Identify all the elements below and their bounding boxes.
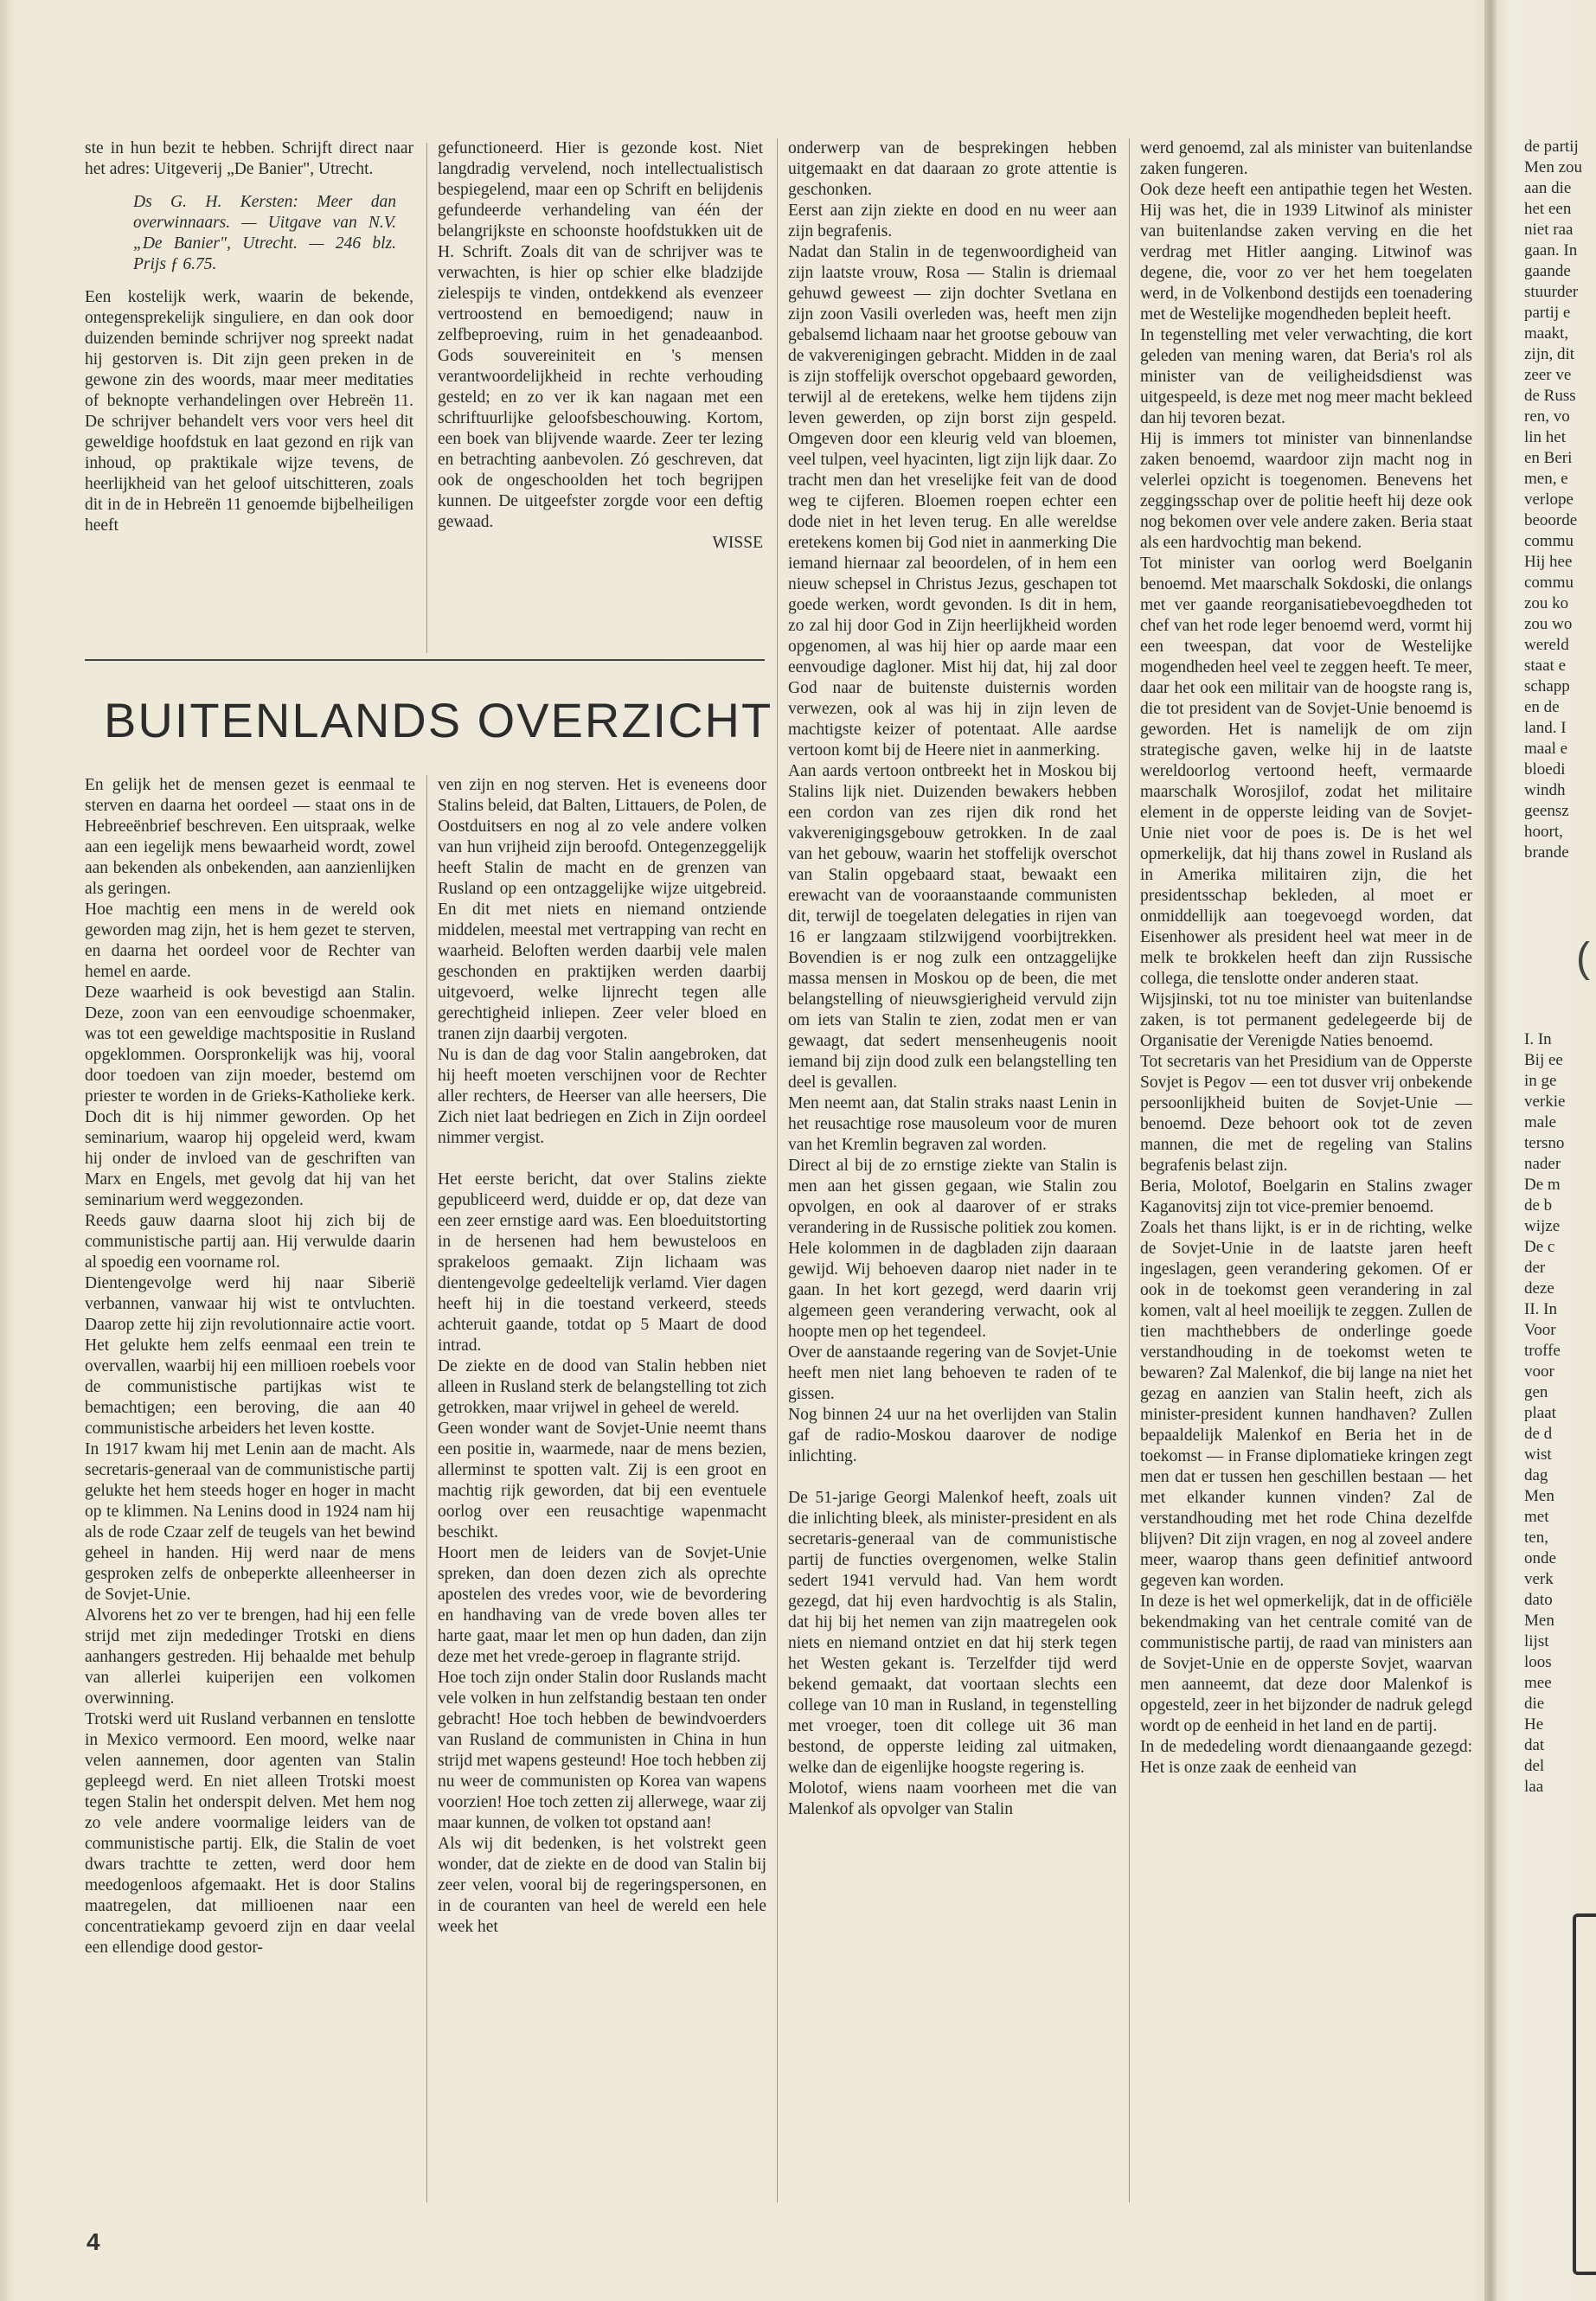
next-page-line: deze: [1524, 1279, 1554, 1298]
article-paragraph: Nadat dan Stalin in de tegenwoordigheid van zijn laatste vrouw, Rosa — Stalin is driemaal gehuwd geweest — zijn dochter Svetlana en zijn zoon Vasili overleden was, heeft men zijn gebalsemd lichaam naar het grootse gebouw van de vakverenigingen gebracht. Midden in de zaal is zijn stoffelijk overschot opgebaard geworden, terwijl al de eretekens, welke hem tijdens zijn leven gewerden, op zijn borst zijn gespeld. Omgeven door een kleurig veld van bloemen, veel tulpen, veel hyacinten, ligt zijn lijk daar. Zo tracht men dan het vreselijke feit van de dood weg te cijferen. Bloemen roepen echter een dode niet in het leven terug. En alle wereldse eretekens komen bij God niet in aanmerking Die iemand hiernaar zal beoordelen, of in hem een nieuw schepsel in Christus Jezus, geschapen tot goede werken, wordt gevonden. Is dit in hem, zo zal hij door God in Zijn heerlijkheid worden opgenomen, al was hij hier op aarde maar een eenvoudige dagloner. Mist hij dat, hij zal door God naar de buitenste duisternis worden verwezen, ook al was hij in zijn leven de machtigste keizer of potentaat. Alle aardse vertoon komt bij de Heere niet in aanmerking.: [788, 243, 1117, 760]
article-paragraph: Alvorens het zo ver te brengen, had hij een felle strijd met zijn mededinger Trotski en diens aanhangers gestreden. Hij behaalde met behulp van allerlei kuiperijen een volkomen overwinning.: [85, 1606, 415, 1708]
next-page-line: verk: [1524, 1570, 1554, 1588]
next-page-line: lijst: [1524, 1632, 1549, 1650]
article-paragraph: Deze waarheid is ook bevestigd aan Stalin. Deze, zoon van een eenvoudige schoenmaker, was tot een geweldige machtspositie in Rusland opgeklommen. Oorspronkelijk was hij, vooral door toedoen van zijn moeder, bestemd om priester te worden in de Grieks-Katholieke kerk. Doch dit is hij nimmer geworden. Op het seminarium, waarop hij opgeleid werd, kwam hij onder de invloed van de geschriften van Marx en Engels, met gevolg dat hij van het seminarium werd weggezonden.: [85, 984, 415, 1209]
article-paragraph: Molotof, wiens naam voorheen met die van Malenkof als opvolger van Stalin: [788, 1779, 1117, 1818]
paragraph-spacer: [438, 1149, 766, 1170]
next-page-line: zijn, dit: [1524, 345, 1575, 363]
article-paragraph: In 1917 kwam hij met Lenin aan de macht. Als secretaris-generaal van de communistische partij gelukte het hem steeds hoger en hoger in macht op te klimmen. Na Lenins dood in 1924 nam hij als de rode Czaar zelf de teugels van het bewind geheel in handen. Hij werd naar de mens gesproken zelfs de onbeperkte alleenheerser in de Sovjet-Unie.: [85, 1440, 415, 1604]
article-paragraph: Het eerste bericht, dat over Stalins ziekte gepubliceerd werd, duidde er op, dat deze van een zeer ernstige aard was. Een bloeduitstorting in de hersenen had hem bewusteloos en sprakeloos gemaakt. Zijn lichaam was dientengevolge gedeeltelijk verlamd. Vier dagen heeft hij in die toestand verkeerd, steeds achteruit gaande, totdat op 5 Maart de dood intrad.: [438, 1170, 766, 1355]
next-page-line: bloedi: [1524, 760, 1566, 779]
next-page-line: maal e: [1524, 740, 1568, 758]
article-paragraph: Nu is dan de dag voor Stalin aangebroken, dat hij heeft moeten verschijnen voor de Rechter aller rechters, de Heerser van alle heersers, Die Zich niet laat bedriegen en Zich in Zijn oordeel nimmer vergist.: [438, 1046, 766, 1147]
next-page-line: de b: [1524, 1196, 1553, 1215]
next-page-line: Hij hee: [1524, 553, 1573, 571]
next-page-line: onde: [1524, 1549, 1556, 1567]
article-paragraph: Hij is immers tot minister van binnenlandse zaken benoemd, waardoor zijn macht nog in velerlei opzicht is toegenomen. Benevens het zeggingsschap over de politie heeft hij deze ook nog bekomen over vele andere zaken. Beria staat als een hardvochtig man bekend.: [1140, 430, 1472, 552]
next-page-line: Bij ee: [1524, 1051, 1563, 1069]
next-page-line: wist: [1524, 1445, 1552, 1464]
article-column-2: [438, 775, 766, 2206]
next-page-line: commu: [1524, 532, 1574, 550]
next-page-line: in ge: [1524, 1072, 1557, 1090]
next-page-line: I. In: [1524, 1030, 1552, 1048]
next-page-line: II. In: [1524, 1300, 1557, 1318]
article-paragraph: In de mededeling wordt dienaangaande gezegd: Het is onze zaak de eenheid van: [1140, 1738, 1472, 1777]
article-paragraph: Nog binnen 24 uur na het overlijden van Stalin gaf de radio-Moskou daarover de nodige inlichting.: [788, 1406, 1117, 1465]
review-column-1: [85, 138, 413, 657]
section-rule: [85, 659, 765, 661]
review-column-2: [438, 138, 763, 657]
article-paragraph: Zoals het thans lijkt, is er in de richting, welke de Sovjet-Unie in de laatste jaren heeft ingeslagen, geen verandering gekomen. Of er ook in de toekomst geen verandering in zal komen, valt al heel moeilijk te zeggen. Zullen de tien machthebbers de onderlinge goede verstandhouding in de toekomst weten te bewaren? Zal Malenkof, die bij lange na niet het gezag en aanzien van Stalin heeft, zich als minister-president kunnen handhaven? Zullen bepaaldelijk Malenkof en Beria het in de toekomst — in Franse diplomatieke kringen zegt men dat er tussen hen geschillen bestaan — het met elkander kunnen vinden? Zal de verstandhouding met het rode China dezelfde blijven? Dit zijn vragen, en nog al zoveel andere meer, waarop thans geen definitief antwoord gegeven kan worden.: [1140, 1219, 1472, 1590]
next-page-line: hoort,: [1524, 823, 1563, 841]
article-paragraph: Dientengevolge werd hij naar Siberië verbannen, vanwaar hij wist te ontvluchten. Daarop zette hij zijn revolutionnaire actie voort. Het gelukte hem zelfs eenmaal een trein te overvallen, waarbij hij een millioen roebels voor de communistische partijkas wist te bemachtigen; een beroving, die aan 40 communistische arbeiders het leven kostte.: [85, 1274, 415, 1438]
review-body-2: gefunctioneerd. Hier is gezonde kost. Niet langdradig vervelend, noch intellectualistisch bespiegelend, maar een op Schrift en belijdenis gefundeerde verhandeling van één der belangrijkste en schoonste hoofdstukken uit de H. Schrift. Zoals dit van de schrijver was te verwachten, is hier op schier elke bladzijde zielespijs te vinden, ontdekkend als evenzeer vertroostend en bemoedigend; nauw in zelfbeproeving, ruim in het genadeaanbod. Gods souvereiniteit en 's mensen verantwoordelijkheid in rechte verhouding gesteld; en zo ver ik kan nagaan met een schriftuurlijke geloofsbeschouwing. Kortom, een boek van blijvende waarde. Zeer ter lezing en betrachting aanbevolen. Zó geschreven, dat ook de ongeschoolden het toch begrijpen kunnen. De uitgeefster zorgde voor een deftig gewaad.: [438, 139, 763, 531]
article-paragraph: Ook deze heeft een antipathie tegen het Westen. Hij was het, die in 1939 Litwinof als minister van buitenlandse zaken verving en die het verdrag met Hitler aanging. Litwinof was degene, die, voor zo ver het hem toegelaten werd, in de Volkenbond destijds een toenadering met de Westelijke mogendheden bepleit heeft.: [1140, 181, 1472, 324]
next-page-line: nader: [1524, 1155, 1561, 1173]
next-page-line: gaan. In: [1524, 241, 1578, 260]
article-paragraph: Reeds gauw daarna sloot hij zich bij de communistische partij aan. Hij verwulde daarin al spoedig een voorname rol.: [85, 1212, 415, 1272]
next-page-line: men, e: [1524, 470, 1568, 488]
next-page-line: De c: [1524, 1238, 1555, 1256]
next-page-line: met: [1524, 1508, 1549, 1526]
article-paragraph: Over de aanstaande regering van de Sovjet-Unie heeft men niet lang behoeven te raden of te gissen.: [788, 1343, 1117, 1403]
page-number: 4: [87, 2228, 100, 2255]
next-page-line: die: [1524, 1695, 1545, 1713]
article-paragraph: Direct al bij de zo ernstige ziekte van Stalin is men aan het gissen gegaan, wie Stalin zou opvolgen, en ook al daarover of er straks verandering in de Russische politiek zou komen. Hele kolommen in de dagbladen zijn daaraan gewijd. Wij behoeven daarop niet nader in te gaan. In het kort gezegd, werd daarin vrij algemeen geen verandering verwacht, ook al hoopte men op het tegendeel.: [788, 1157, 1117, 1341]
next-page-line: ren, vo: [1524, 407, 1570, 426]
next-page-line: niet raa: [1524, 221, 1574, 239]
next-page-line: wereld: [1524, 636, 1569, 654]
article-paragraph: En gelijk het de mensen gezet is eenmaal te sterven en daarna het oordeel — staat ons in de Hebreeënbrief beschreven. Een uitspraak, welke aan een iegelijk mens bewaarheid wordt, zowel aan bekenden als onbekenden, aan aanzienlijken als geringen.: [85, 776, 415, 898]
next-page-line: verlope: [1524, 490, 1574, 509]
next-page-line: het een: [1524, 200, 1572, 218]
next-page-line: mee: [1524, 1674, 1552, 1692]
article-paragraph: Men neemt aan, dat Stalin straks naast Lenin in het reusachtige rose mausoleum voor de muren van het Kremlin begraven zal worden.: [788, 1094, 1117, 1154]
next-page-line: maakt,: [1524, 324, 1569, 343]
review-signature: WISSE: [712, 534, 763, 552]
article-paragraph: werd genoemd, zal als minister van buitenlandse zaken fungeren.: [1140, 139, 1472, 178]
next-page-box-frame: [1573, 1913, 1596, 2275]
next-page-line: verkie: [1524, 1093, 1566, 1111]
article-paragraph: Trotski werd uit Rusland verbannen en tenslotte in Mexico vermoord. Een moord, welke naar velen aannemen, door agenten van Stalin gepleegd werd. En niet alleen Trotski moest tegen Stalin het onderspit delven. Met hem nog zo vele andere voormalige leiders van de communistische partij. Elk, die Stalin de voet dwars trachtte te zetten, werd door hem meedogenloos afgemaakt. Het is door Stalins maatregelen, dat millioenen naar een concentratiekamp gevoerd zijn en daar veelal een ellendige dood gestor-: [85, 1710, 415, 1957]
next-page-line: staat e: [1524, 657, 1567, 675]
article-paragraph: Tot secretaris van het Presidium van de Opperste Sovjet is Pegov — een tot dusver vrij onbekende persoonlijkheid buiten de Sovjet-Unie — benoemd. Deze behoort ook tot de zeven mannen, die met de regeling van Stalins begrafenis belast zijn.: [1140, 1053, 1472, 1175]
next-page-line: aan die: [1524, 179, 1572, 197]
next-page-line: dat: [1524, 1736, 1545, 1754]
next-page-line: zou ko: [1524, 594, 1569, 612]
review-intro: ste in hun bezit te hebben. Schrijft direct naar het adres: Uitgeverij „De Banier", Utrecht.: [85, 139, 413, 178]
article-paragraph: onderwerp van de besprekingen hebben uitgemaakt en dat daaraan zo grote attentie is geschonken.: [788, 139, 1117, 199]
article-paragraph: Als wij dit bedenken, is het volstrekt geen wonder, dat de ziekte en de dood van Stalin bij zeer velen, vooral bij de regeringspersonen, en in de couranten van heel de wereld een hele week het: [438, 1835, 766, 1936]
next-page-line: der: [1524, 1259, 1546, 1277]
next-page-line: tersno: [1524, 1134, 1565, 1152]
column-divider: [426, 775, 427, 2202]
next-page-text-bottom: [1524, 1029, 1596, 1903]
article-paragraph: Wijsjinski, tot nu toe minister van buitenlandse zaken, is tot permanent gedelegeerde bij de Organisatie der Verenigde Naties benoemd.: [1140, 990, 1472, 1050]
next-page-line: de d: [1524, 1425, 1553, 1443]
next-page-line: loos: [1524, 1653, 1552, 1671]
next-page-line: gaande: [1524, 262, 1571, 280]
next-page-line: lin het: [1524, 428, 1567, 446]
next-page-line: zeer ve: [1524, 366, 1572, 384]
book-citation: Ds G. H. Kersten: Meer dan overwinnaars. — Uitgave van N.V. „De Banier", Utrecht. — 246 blz. Prijs ƒ 6.75.: [133, 193, 396, 273]
next-page-line: ten,: [1524, 1529, 1548, 1547]
next-page-line: beoorde: [1524, 511, 1578, 529]
next-page-line: stuurder: [1524, 283, 1579, 301]
next-page-line: troffe: [1524, 1342, 1561, 1360]
next-page-line: land. I: [1524, 719, 1567, 737]
next-page-text-top: [1524, 137, 1596, 881]
next-page-line: windh: [1524, 781, 1566, 799]
next-page-line: geensz: [1524, 802, 1569, 820]
next-page-line: zou wo: [1524, 615, 1573, 633]
column-divider: [426, 143, 427, 653]
article-column-1: [85, 775, 415, 2206]
next-page-line: dato: [1524, 1591, 1553, 1609]
next-page-line: laa: [1524, 1778, 1544, 1796]
article-paragraph: Beria, Molotof, Boelgarin en Stalins zwager Kaganovitsj zijn tot vice-premier benoemd.: [1140, 1177, 1472, 1216]
next-page-line: de partij: [1524, 138, 1579, 156]
next-page-line: brande: [1524, 843, 1569, 862]
next-page-bracket: (: [1576, 935, 1590, 981]
article-paragraph: ven zijn en nog sterven. Het is eveneens door Stalins beleid, dat Balten, Littauers, de Polen, de Oostduitsers en nog al zo vele andere volken van hun vrijheid zijn beroofd. Ontegenzeggelijk heeft Stalin de macht en de grenzen van Rusland op een ontzaggelijke wijze uitgebreid. En dit met niets en niemand ontziende middelen, meestal met vertrapping van recht en waarheid. Beloften werden daarbij vele malen geschonden en praktijken werden daarbij uitgevoerd, welke lijnrecht tegen alle gerechtigheid inliepen. Zeer veler bloed en tranen zijn daarbij vergoten.: [438, 776, 766, 1043]
article-paragraph: In deze is het wel opmerkelijk, dat in de officiële bekendmaking van het centrale comité van de communistische partij, de raad van ministers aan de Sovjet-Unie en de opperste Sovjet, waarvan men aanneemt, dat deze door Malenkof is opgesteld, zeer in het bijzonder de nadruk gelegd wordt op de eenheid in het land en de partij.: [1140, 1593, 1472, 1735]
article-paragraph: Hoe machtig een mens in de wereld ook geworden mag zijn, het is hem gezet te sterven, en daarna het oordeel voor de Rechter van hemel en aarde.: [85, 901, 415, 981]
next-page-line: en Beri: [1524, 449, 1573, 467]
article-paragraph: Aan aards vertoon ontbreekt het in Moskou bij Stalins lijk niet. Duizenden bewakers hebben een cordon van zes rijen dik rond het vakverenigingsgebouw getrokken. In de zaal van het gebouw, waarin het stoffelijk overschot van Stalin opgebaard staat, bewaakt een erewacht van de vooraanstaande communisten dit, terwijl de toegelaten delegaties in rijen van 16 er langzaam stilzwijgend voorbijtrekken. Bovendien is er nog zulk een ontzaggelijke massa mensen in Moskou op de been, die met belangstelling of nieuwsgierigheid vervuld zijn om iets van Stalin te zien, zodat men er van gewaagt, dat sedert mensenheugenis nooit iemand bij zijn dood zulk een belangstelling ten deel is gevallen.: [788, 762, 1117, 1092]
column-divider: [777, 138, 778, 2202]
review-body-1: Een kostelijk werk, waarin de bekende, ontegensprekelijk singuliere, en dan ook door duizenden beminde schrijver nog spreekt nadat hij gestorven is. Dit zijn geen preken in de gewone zin des woords, maar meer meditaties of beknopte verhandelingen over Hebreën 11. De schrijver behandelt vers voor vers heel dit geweldige hoofdstuk en laat gezond en rijk van inhoud, op praktikale wijze tevens, de heerlijkheid van het geloof uitschitteren, zoals dit in de in Hebreën 11 genoemde bijbelheiligen heeft: [85, 288, 413, 535]
article-paragraph: In tegenstelling met veler verwachting, die kort geleden van mening waren, dat Beria's rol als minister van de veiligheidsdienst was uitgespeeld, is deze met nog meer macht bekleed dan hij tevoren bezat.: [1140, 326, 1472, 427]
next-page-line: Men: [1524, 1612, 1554, 1630]
next-page-line: De m: [1524, 1176, 1561, 1194]
next-page-line: Voor: [1524, 1321, 1556, 1339]
next-page-line: voor: [1524, 1362, 1554, 1381]
next-page-line: schapp: [1524, 677, 1570, 695]
next-page-line: Men zou: [1524, 158, 1583, 176]
next-page-line: wijze: [1524, 1217, 1561, 1235]
book-spine: [1484, 0, 1497, 2301]
article-column-3: [788, 138, 1117, 2206]
next-page-line: Men: [1524, 1487, 1554, 1505]
article-paragraph: Tot minister van oorlog werd Boelganin benoemd. Met maarschalk Sokdoski, die onlangs met ver gaande reorganisatiebevoegdheden tot chef van het rode leger benoemd werd, vormt hij een tweespan, dat voor de Westelijke mogendheden heel veel te zeggen heeft. Te meer, daar het ook een militair van de hoogste rang is, die tot president van de Sovjet-Unie benoemd is geworden. Het is namelijk de om zijn strategische gaven, welke hij in de laatste wereldoorlog vertoond heeft, vermaarde maarschalk Worosjilof, zodat het militaire element in de opperste leiding van de Sovjet-Unie niet voor de poes is. De is het wel opmerkelijk, dat hij thans zowel in Rusland als in Amerika militairen zijn, die het presidentsschap bekleden, al moet er onmiddellijk aan toegevoegd worden, dat Eisenhower als president heel wat meer in de melk te brokkelen heeft dan zijn Russische collega, die tenslotte onder anderen staat.: [1140, 554, 1472, 988]
next-page-line: gen: [1524, 1383, 1548, 1401]
next-page-line: commu: [1524, 574, 1574, 592]
next-page-line: plaat: [1524, 1404, 1556, 1422]
next-page-line: en de: [1524, 698, 1560, 716]
article-paragraph: De 51-jarige Georgi Malenkof heeft, zoals uit die inlichting bleek, als minister-president en als secretaris-generaal van de communistische partij de functies overgenomen, welke Stalin sedert 1941 vervuld had. Van hem wordt gezegd, dat hij even hardvochtig is als Stalin, dat hij bij het nemen van zijn maatregelen ook niets en niemand ontziet en dat hij sterk tegen het Westen gekant is. Terzelfder tijd werd bekend gemaakt, dat voortaan slechts een college van 10 man in Rusland, in tegenstelling met vroeger, toen dit college uit 36 man bestond, de opperste leiding zal uitmaken, welke dan de eigenlijke hoogste regering is.: [788, 1489, 1117, 1777]
column-divider: [1129, 138, 1130, 2202]
article-paragraph: De ziekte en de dood van Stalin hebben niet alleen in Rusland sterk de belangstelling tot zich getrokken, maar vrijwel in geheel de wereld.: [438, 1357, 766, 1417]
article-paragraph: Hoort men de leiders van de Sovjet-Unie spreken, dan doen dezen zich als oprechte apostelen des vredes voor, wie de bevordering en handhaving van de vrede boven alles ter harte gaat, maar let men op hun daden, dan zijn deze met het vrede-geroep in flagrante strijd.: [438, 1544, 766, 1666]
article-paragraph: Eerst aan zijn ziekte en dood en nu weer aan zijn begrafenis.: [788, 202, 1117, 240]
article-paragraph: Hoe toch zijn onder Stalin door Ruslands macht vele volken in hun zelfstandig bestaan ten onder gebracht! Hoe toch hebben de bewindvoerders van Rusland de communisten in China in hun strijd met wapens gesteund! Hoe toch hebben zij nu weer de communisten op Korea van wapens voorzien! Hoe toch zetten zij allerwege, waar zij maar kunnen, de volken tot opstand aan!: [438, 1669, 766, 1832]
paragraph-spacer: [788, 1467, 1117, 1488]
headline: BUITENLANDS OVERZICHT: [104, 693, 773, 747]
article-column-4: [1140, 138, 1472, 2206]
next-page-line: male: [1524, 1113, 1556, 1131]
next-page-line: de Russ: [1524, 387, 1576, 405]
article-paragraph: Geen wonder want de Sovjet-Unie neemt thans een positie in, waarmede, naar de mens bezien, allerminst te spotten valt. Zij is een groot en machtig rijk geworden, dat bij een eventuele oorlog over een reusachtige wapenmacht beschikt.: [438, 1420, 766, 1541]
next-page-line: partij e: [1524, 304, 1571, 322]
next-page-line: He: [1524, 1715, 1544, 1734]
next-page-line: dag: [1524, 1466, 1548, 1484]
next-page-line: del: [1524, 1757, 1545, 1775]
